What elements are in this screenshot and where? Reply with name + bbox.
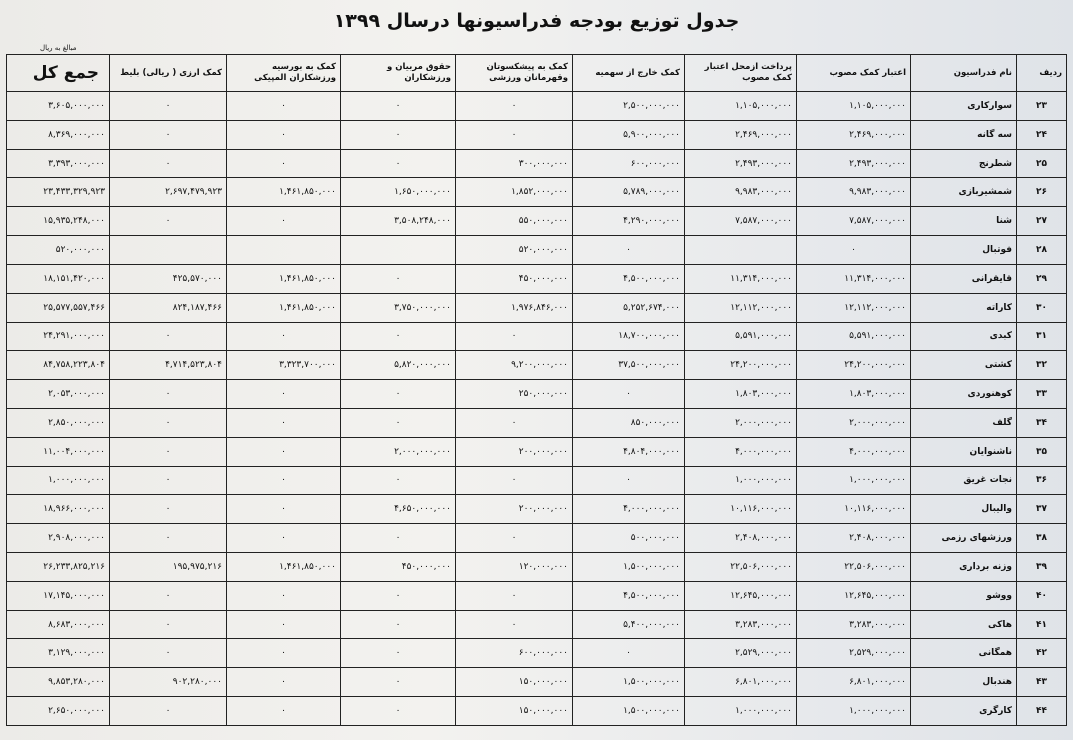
table-row (7, 351, 1067, 380)
table-row (7, 293, 1067, 322)
veterans-champions-cell: ۹,۲۰۰,۰۰۰,۰۰۰ (456, 351, 573, 380)
currency-ticket-cell: ۸۲۴,۱۸۷,۴۶۶ (110, 293, 227, 322)
total-cell: ۸,۳۶۹,۰۰۰,۰۰۰ (7, 120, 110, 149)
veterans-champions-cell: ۵۵۰,۰۰۰,۰۰۰ (456, 207, 573, 236)
header-total: جمع کل (7, 55, 110, 92)
outside-share-cell: ۶۰۰,۰۰۰,۰۰۰ (573, 149, 685, 178)
coaches-athletes-rights-cell: ۰ (341, 408, 456, 437)
currency-ticket-cell: ۰ (110, 380, 227, 409)
olympic-scholarship-cell: ۰ (227, 207, 341, 236)
outside-share-cell: ۵,۷۸۹,۰۰۰,۰۰۰ (573, 178, 685, 207)
row-number-cell: ۲۹ (1017, 264, 1067, 293)
olympic-scholarship-cell (227, 236, 341, 265)
olympic-scholarship-cell: ۰ (227, 380, 341, 409)
federation-name-cell: هندبال (911, 668, 1017, 697)
olympic-scholarship-cell: ۰ (227, 408, 341, 437)
outside-share-cell: ۴,۵۰۰,۰۰۰,۰۰۰ (573, 581, 685, 610)
outside-share-cell: ۵,۲۵۲,۶۷۴,۰۰۰ (573, 293, 685, 322)
total-cell: ۱,۰۰۰,۰۰۰,۰۰۰ (7, 466, 110, 495)
outside-share-cell: ۰ (573, 466, 685, 495)
veterans-champions-cell: ۰ (456, 581, 573, 610)
approved-credit-cell: ۰ (797, 236, 911, 265)
paid-from-credit-cell: ۴,۰۰۰,۰۰۰,۰۰۰ (685, 437, 797, 466)
row-number-cell: ۲۴ (1017, 120, 1067, 149)
paid-from-credit-cell: ۲,۰۰۰,۰۰۰,۰۰۰ (685, 408, 797, 437)
federation-name-cell: سه گانه (911, 120, 1017, 149)
federation-name-cell: کوهنوردی (911, 380, 1017, 409)
row-number-cell: ۳۳ (1017, 380, 1067, 409)
paid-from-credit-cell: ۱,۸۰۳,۰۰۰,۰۰۰ (685, 380, 797, 409)
total-cell: ۱۷,۱۴۵,۰۰۰,۰۰۰ (7, 581, 110, 610)
veterans-champions-cell: ۴۵۰,۰۰۰,۰۰۰ (456, 264, 573, 293)
outside-share-cell: ۱,۵۰۰,۰۰۰,۰۰۰ (573, 668, 685, 697)
outside-share-cell: ۱۸,۷۰۰,۰۰۰,۰۰۰ (573, 322, 685, 351)
budget-table (6, 54, 1067, 726)
total-cell: ۱۸,۹۶۶,۰۰۰,۰۰۰ (7, 495, 110, 524)
currency-ticket-cell: ۰ (110, 466, 227, 495)
approved-credit-cell: ۱۱,۳۱۴,۰۰۰,۰۰۰ (797, 264, 911, 293)
header-row (7, 55, 1067, 92)
paid-from-credit-cell: ۱۲,۶۴۵,۰۰۰,۰۰۰ (685, 581, 797, 610)
federation-name-cell: نجات غریق (911, 466, 1017, 495)
paid-from-credit-cell (685, 236, 797, 265)
total-cell: ۸۴,۷۵۸,۲۲۳,۸۰۴ (7, 351, 110, 380)
row-number-cell: ۴۴ (1017, 697, 1067, 726)
table-row (7, 207, 1067, 236)
row-number-cell: ۲۳ (1017, 92, 1067, 121)
federation-name-cell: هاکی (911, 610, 1017, 639)
olympic-scholarship-cell: ۰ (227, 639, 341, 668)
outside-share-cell: ۰ (573, 380, 685, 409)
table-row (7, 120, 1067, 149)
outside-share-cell: ۳۷,۵۰۰,۰۰۰,۰۰۰ (573, 351, 685, 380)
table-row (7, 236, 1067, 265)
currency-ticket-cell: ۰ (110, 437, 227, 466)
row-number-cell: ۲۷ (1017, 207, 1067, 236)
total-cell: ۵۲۰,۰۰۰,۰۰۰ (7, 236, 110, 265)
olympic-scholarship-cell: ۰ (227, 524, 341, 553)
federation-name-cell: کبدی (911, 322, 1017, 351)
total-cell: ۱۵,۹۳۵,۲۴۸,۰۰۰ (7, 207, 110, 236)
coaches-athletes-rights-cell: ۲,۰۰۰,۰۰۰,۰۰۰ (341, 437, 456, 466)
currency-ticket-cell (110, 236, 227, 265)
coaches-athletes-rights-cell: ۰ (341, 581, 456, 610)
outside-share-cell: ۱,۵۰۰,۰۰۰,۰۰۰ (573, 697, 685, 726)
approved-credit-cell: ۱,۰۰۰,۰۰۰,۰۰۰ (797, 466, 911, 495)
approved-credit-cell: ۲,۴۶۹,۰۰۰,۰۰۰ (797, 120, 911, 149)
olympic-scholarship-cell: ۰ (227, 495, 341, 524)
approved-credit-cell: ۲,۴۹۳,۰۰۰,۰۰۰ (797, 149, 911, 178)
total-cell: ۲۳,۴۳۳,۳۲۹,۹۲۳ (7, 178, 110, 207)
total-cell: ۱۱,۰۰۴,۰۰۰,۰۰۰ (7, 437, 110, 466)
veterans-champions-cell: ۵۲۰,۰۰۰,۰۰۰ (456, 236, 573, 265)
olympic-scholarship-cell: ۱,۴۶۱,۸۵۰,۰۰۰ (227, 553, 341, 582)
table-row (7, 408, 1067, 437)
currency-ticket-cell: ۰ (110, 524, 227, 553)
coaches-athletes-rights-cell: ۰ (341, 322, 456, 351)
olympic-scholarship-cell: ۳,۳۲۳,۷۰۰,۰۰۰ (227, 351, 341, 380)
currency-ticket-cell: ۴,۷۱۴,۵۲۳,۸۰۴ (110, 351, 227, 380)
table-row (7, 581, 1067, 610)
approved-credit-cell: ۲۴,۲۰۰,۰۰۰,۰۰۰ (797, 351, 911, 380)
federation-name-cell: کشتی (911, 351, 1017, 380)
header-row-no: ردیف (1017, 55, 1067, 92)
federation-name-cell: همگانی (911, 639, 1017, 668)
currency-ticket-cell: ۴۲۵,۵۷۰,۰۰۰ (110, 264, 227, 293)
row-number-cell: ۳۵ (1017, 437, 1067, 466)
paid-from-credit-cell: ۱۰,۱۱۶,۰۰۰,۰۰۰ (685, 495, 797, 524)
row-number-cell: ۴۲ (1017, 639, 1067, 668)
coaches-athletes-rights-cell: ۰ (341, 639, 456, 668)
olympic-scholarship-cell: ۰ (227, 610, 341, 639)
header-approved-credit: اعتبار کمک مصوب (797, 55, 911, 92)
currency-ticket-cell: ۰ (110, 149, 227, 178)
row-number-cell: ۴۱ (1017, 610, 1067, 639)
olympic-scholarship-cell: ۰ (227, 149, 341, 178)
table-row (7, 610, 1067, 639)
table-row (7, 264, 1067, 293)
approved-credit-cell: ۷,۵۸۷,۰۰۰,۰۰۰ (797, 207, 911, 236)
paid-from-credit-cell: ۹,۹۸۳,۰۰۰,۰۰۰ (685, 178, 797, 207)
federation-name-cell: کارگری (911, 697, 1017, 726)
paid-from-credit-cell: ۶,۸۰۱,۰۰۰,۰۰۰ (685, 668, 797, 697)
approved-credit-cell: ۱,۰۰۰,۰۰۰,۰۰۰ (797, 697, 911, 726)
header-outside-share: کمک خارج از سهمیه (573, 55, 685, 92)
veterans-champions-cell: ۱۵۰,۰۰۰,۰۰۰ (456, 668, 573, 697)
approved-credit-cell: ۹,۹۸۳,۰۰۰,۰۰۰ (797, 178, 911, 207)
total-cell: ۳,۶۰۵,۰۰۰,۰۰۰ (7, 92, 110, 121)
outside-share-cell: ۵,۹۰۰,۰۰۰,۰۰۰ (573, 120, 685, 149)
table-row (7, 92, 1067, 121)
coaches-athletes-rights-cell: ۰ (341, 668, 456, 697)
coaches-athletes-rights-cell: ۵,۸۲۰,۰۰۰,۰۰۰ (341, 351, 456, 380)
outside-share-cell: ۴,۸۰۴,۰۰۰,۰۰۰ (573, 437, 685, 466)
coaches-athletes-rights-cell: ۴۵۰,۰۰۰,۰۰۰ (341, 553, 456, 582)
veterans-champions-cell: ۰ (456, 524, 573, 553)
table-row (7, 322, 1067, 351)
approved-credit-cell: ۱,۱۰۵,۰۰۰,۰۰۰ (797, 92, 911, 121)
row-number-cell: ۲۸ (1017, 236, 1067, 265)
federation-name-cell: شمشیربازی (911, 178, 1017, 207)
row-number-cell: ۴۳ (1017, 668, 1067, 697)
approved-credit-cell: ۲۲,۵۰۶,۰۰۰,۰۰۰ (797, 553, 911, 582)
total-cell: ۲,۹۰۸,۰۰۰,۰۰۰ (7, 524, 110, 553)
federation-name-cell: والیبال (911, 495, 1017, 524)
approved-credit-cell: ۱,۸۰۳,۰۰۰,۰۰۰ (797, 380, 911, 409)
outside-share-cell: ۸۵۰,۰۰۰,۰۰۰ (573, 408, 685, 437)
currency-ticket-cell: ۰ (110, 610, 227, 639)
outside-share-cell: ۵۰۰,۰۰۰,۰۰۰ (573, 524, 685, 553)
paid-from-credit-cell: ۲۲,۵۰۶,۰۰۰,۰۰۰ (685, 553, 797, 582)
paid-from-credit-cell: ۲,۵۲۹,۰۰۰,۰۰۰ (685, 639, 797, 668)
coaches-athletes-rights-cell: ۰ (341, 466, 456, 495)
total-cell: ۲۶,۲۳۳,۸۲۵,۲۱۶ (7, 553, 110, 582)
header-federation: نام فدراسیون (911, 55, 1017, 92)
olympic-scholarship-cell: ۱,۴۶۱,۸۵۰,۰۰۰ (227, 264, 341, 293)
outside-share-cell: ۵,۴۰۰,۰۰۰,۰۰۰ (573, 610, 685, 639)
coaches-athletes-rights-cell: ۰ (341, 92, 456, 121)
olympic-scholarship-cell: ۰ (227, 668, 341, 697)
paid-from-credit-cell: ۷,۵۸۷,۰۰۰,۰۰۰ (685, 207, 797, 236)
paid-from-credit-cell: ۱۱,۳۱۴,۰۰۰,۰۰۰ (685, 264, 797, 293)
coaches-athletes-rights-cell: ۰ (341, 380, 456, 409)
header-coaches-athletes-rights: حقوق مربیان و ورزشکاران (341, 55, 456, 92)
federation-name-cell: ناشنوایان (911, 437, 1017, 466)
paid-from-credit-cell: ۱,۱۰۵,۰۰۰,۰۰۰ (685, 92, 797, 121)
table-row (7, 466, 1067, 495)
approved-credit-cell: ۲,۵۲۹,۰۰۰,۰۰۰ (797, 639, 911, 668)
veterans-champions-cell: ۱,۸۵۲,۰۰۰,۰۰۰ (456, 178, 573, 207)
total-cell: ۳,۳۹۳,۰۰۰,۰۰۰ (7, 149, 110, 178)
total-cell: ۸,۶۸۳,۰۰۰,۰۰۰ (7, 610, 110, 639)
olympic-scholarship-cell: ۰ (227, 92, 341, 121)
paid-from-credit-cell: ۲,۴۶۹,۰۰۰,۰۰۰ (685, 120, 797, 149)
coaches-athletes-rights-cell: ۳,۵۰۸,۲۴۸,۰۰۰ (341, 207, 456, 236)
olympic-scholarship-cell: ۱,۴۶۱,۸۵۰,۰۰۰ (227, 293, 341, 322)
veterans-champions-cell: ۳۰۰,۰۰۰,۰۰۰ (456, 149, 573, 178)
row-number-cell: ۲۵ (1017, 149, 1067, 178)
table-row (7, 495, 1067, 524)
federation-name-cell: وزنه برداری (911, 553, 1017, 582)
total-cell: ۲,۰۵۳,۰۰۰,۰۰۰ (7, 380, 110, 409)
paid-from-credit-cell: ۱۲,۱۱۲,۰۰۰,۰۰۰ (685, 293, 797, 322)
veterans-champions-cell: ۲۰۰,۰۰۰,۰۰۰ (456, 495, 573, 524)
federation-name-cell: فوتبال (911, 236, 1017, 265)
row-number-cell: ۳۱ (1017, 322, 1067, 351)
total-cell: ۲,۸۵۰,۰۰۰,۰۰۰ (7, 408, 110, 437)
approved-credit-cell: ۳,۲۸۳,۰۰۰,۰۰۰ (797, 610, 911, 639)
coaches-athletes-rights-cell: ۰ (341, 264, 456, 293)
outside-share-cell: ۴,۲۹۰,۰۰۰,۰۰۰ (573, 207, 685, 236)
currency-ticket-cell: ۰ (110, 322, 227, 351)
veterans-champions-cell: ۰ (456, 120, 573, 149)
paid-from-credit-cell: ۵,۵۹۱,۰۰۰,۰۰۰ (685, 322, 797, 351)
federation-name-cell: ووشو (911, 581, 1017, 610)
olympic-scholarship-cell: ۰ (227, 322, 341, 351)
olympic-scholarship-cell: ۰ (227, 697, 341, 726)
outside-share-cell: ۰ (573, 236, 685, 265)
olympic-scholarship-cell: ۱,۴۶۱,۸۵۰,۰۰۰ (227, 178, 341, 207)
coaches-athletes-rights-cell: ۰ (341, 120, 456, 149)
approved-credit-cell: ۱۰,۱۱۶,۰۰۰,۰۰۰ (797, 495, 911, 524)
veterans-champions-cell: ۲۵۰,۰۰۰,۰۰۰ (456, 380, 573, 409)
header-olympic-scholarship: کمک به بورسیه ورزشکاران المپیکی (227, 55, 341, 92)
coaches-athletes-rights-cell: ۳,۷۵۰,۰۰۰,۰۰۰ (341, 293, 456, 322)
coaches-athletes-rights-cell (341, 236, 456, 265)
currency-ticket-cell: ۰ (110, 120, 227, 149)
veterans-champions-cell: ۰ (456, 322, 573, 351)
row-number-cell: ۳۷ (1017, 495, 1067, 524)
approved-credit-cell: ۱۲,۶۴۵,۰۰۰,۰۰۰ (797, 581, 911, 610)
veterans-champions-cell: ۰ (456, 408, 573, 437)
federation-name-cell: شنا (911, 207, 1017, 236)
coaches-athletes-rights-cell: ۰ (341, 610, 456, 639)
approved-credit-cell: ۶,۸۰۱,۰۰۰,۰۰۰ (797, 668, 911, 697)
table-row (7, 380, 1067, 409)
federation-name-cell: شطرنج (911, 149, 1017, 178)
total-cell: ۲۴,۲۹۱,۰۰۰,۰۰۰ (7, 322, 110, 351)
paid-from-credit-cell: ۳,۲۸۳,۰۰۰,۰۰۰ (685, 610, 797, 639)
table-row (7, 553, 1067, 582)
row-number-cell: ۳۸ (1017, 524, 1067, 553)
veterans-champions-cell: ۰ (456, 610, 573, 639)
veterans-champions-cell: ۲۰۰,۰۰۰,۰۰۰ (456, 437, 573, 466)
paid-from-credit-cell: ۲,۴۹۳,۰۰۰,۰۰۰ (685, 149, 797, 178)
row-number-cell: ۳۴ (1017, 408, 1067, 437)
coaches-athletes-rights-cell: ۴,۶۵۰,۰۰۰,۰۰۰ (341, 495, 456, 524)
currency-ticket-cell: ۰ (110, 495, 227, 524)
paid-from-credit-cell: ۲,۴۰۸,۰۰۰,۰۰۰ (685, 524, 797, 553)
veterans-champions-cell: ۰ (456, 92, 573, 121)
table-row (7, 178, 1067, 207)
outside-share-cell: ۴,۰۰۰,۰۰۰,۰۰۰ (573, 495, 685, 524)
currency-ticket-cell: ۹۰۲,۲۸۰,۰۰۰ (110, 668, 227, 697)
row-number-cell: ۳۰ (1017, 293, 1067, 322)
approved-credit-cell: ۴,۰۰۰,۰۰۰,۰۰۰ (797, 437, 911, 466)
row-number-cell: ۳۶ (1017, 466, 1067, 495)
federation-name-cell: قایقرانی (911, 264, 1017, 293)
currency-ticket-cell: ۰ (110, 92, 227, 121)
header-veterans-champions: کمک به پیشکسوتان وقهرمانان ورزشی (456, 55, 573, 92)
federation-name-cell: سوارکاری (911, 92, 1017, 121)
paid-from-credit-cell: ۲۴,۲۰۰,۰۰۰,۰۰۰ (685, 351, 797, 380)
table-body (7, 92, 1067, 726)
header-paid-from-credit: پرداخت ازمحل اعتبار کمک مصوب (685, 55, 797, 92)
currency-ticket-cell: ۰ (110, 581, 227, 610)
table-row (7, 437, 1067, 466)
olympic-scholarship-cell: ۰ (227, 120, 341, 149)
currency-ticket-cell: ۲,۶۹۷,۴۷۹,۹۲۳ (110, 178, 227, 207)
total-cell: ۲,۶۵۰,۰۰۰,۰۰۰ (7, 697, 110, 726)
currency-ticket-cell: ۰ (110, 408, 227, 437)
total-cell: ۹,۸۵۳,۲۸۰,۰۰۰ (7, 668, 110, 697)
olympic-scholarship-cell: ۰ (227, 581, 341, 610)
outside-share-cell: ۴,۵۰۰,۰۰۰,۰۰۰ (573, 264, 685, 293)
document-title: جدول توزیع بودجه فدراسیونها درسال ۱۳۹۹ (333, 10, 740, 32)
total-cell: ۱۸,۱۵۱,۴۲۰,۰۰۰ (7, 264, 110, 293)
row-number-cell: ۳۲ (1017, 351, 1067, 380)
veterans-champions-cell: ۱۲۰,۰۰۰,۰۰۰ (456, 553, 573, 582)
approved-credit-cell: ۵,۵۹۱,۰۰۰,۰۰۰ (797, 322, 911, 351)
federation-name-cell: گلف (911, 408, 1017, 437)
coaches-athletes-rights-cell: ۰ (341, 697, 456, 726)
coaches-athletes-rights-cell: ۱,۶۵۰,۰۰۰,۰۰۰ (341, 178, 456, 207)
table-row (7, 668, 1067, 697)
currency-ticket-cell: ۱۹۵,۹۷۵,۲۱۶ (110, 553, 227, 582)
outside-share-cell: ۱,۵۰۰,۰۰۰,۰۰۰ (573, 553, 685, 582)
row-number-cell: ۲۶ (1017, 178, 1067, 207)
currency-ticket-cell: ۰ (110, 207, 227, 236)
currency-ticket-cell: ۰ (110, 639, 227, 668)
federation-name-cell: ورزشهای رزمی (911, 524, 1017, 553)
total-cell: ۲۵,۵۷۷,۵۵۷,۴۶۶ (7, 293, 110, 322)
header-currency-ticket: کمک ارزی ( ریالی) بلیط (110, 55, 227, 92)
veterans-champions-cell: ۰ (456, 466, 573, 495)
table-row (7, 149, 1067, 178)
veterans-champions-cell: ۱,۹۷۶,۸۴۶,۰۰۰ (456, 293, 573, 322)
table-row (7, 697, 1067, 726)
total-cell: ۳,۱۲۹,۰۰۰,۰۰۰ (7, 639, 110, 668)
table-row (7, 639, 1067, 668)
approved-credit-cell: ۲,۰۰۰,۰۰۰,۰۰۰ (797, 408, 911, 437)
veterans-champions-cell: ۶۰۰,۰۰۰,۰۰۰ (456, 639, 573, 668)
paid-from-credit-cell: ۱,۰۰۰,۰۰۰,۰۰۰ (685, 466, 797, 495)
table-row (7, 524, 1067, 553)
approved-credit-cell: ۲,۴۰۸,۰۰۰,۰۰۰ (797, 524, 911, 553)
federation-name-cell: کاراته (911, 293, 1017, 322)
outside-share-cell: ۲,۵۰۰,۰۰۰,۰۰۰ (573, 92, 685, 121)
olympic-scholarship-cell: ۰ (227, 437, 341, 466)
olympic-scholarship-cell: ۰ (227, 466, 341, 495)
coaches-athletes-rights-cell: ۰ (341, 524, 456, 553)
row-number-cell: ۴۰ (1017, 581, 1067, 610)
currency-ticket-cell: ۰ (110, 697, 227, 726)
veterans-champions-cell: ۱۵۰,۰۰۰,۰۰۰ (456, 697, 573, 726)
outside-share-cell: ۰ (573, 639, 685, 668)
unit-note: مبالغ به ریال (40, 44, 77, 52)
approved-credit-cell: ۱۲,۱۱۲,۰۰۰,۰۰۰ (797, 293, 911, 322)
paid-from-credit-cell: ۱,۰۰۰,۰۰۰,۰۰۰ (685, 697, 797, 726)
row-number-cell: ۳۹ (1017, 553, 1067, 582)
coaches-athletes-rights-cell: ۰ (341, 149, 456, 178)
